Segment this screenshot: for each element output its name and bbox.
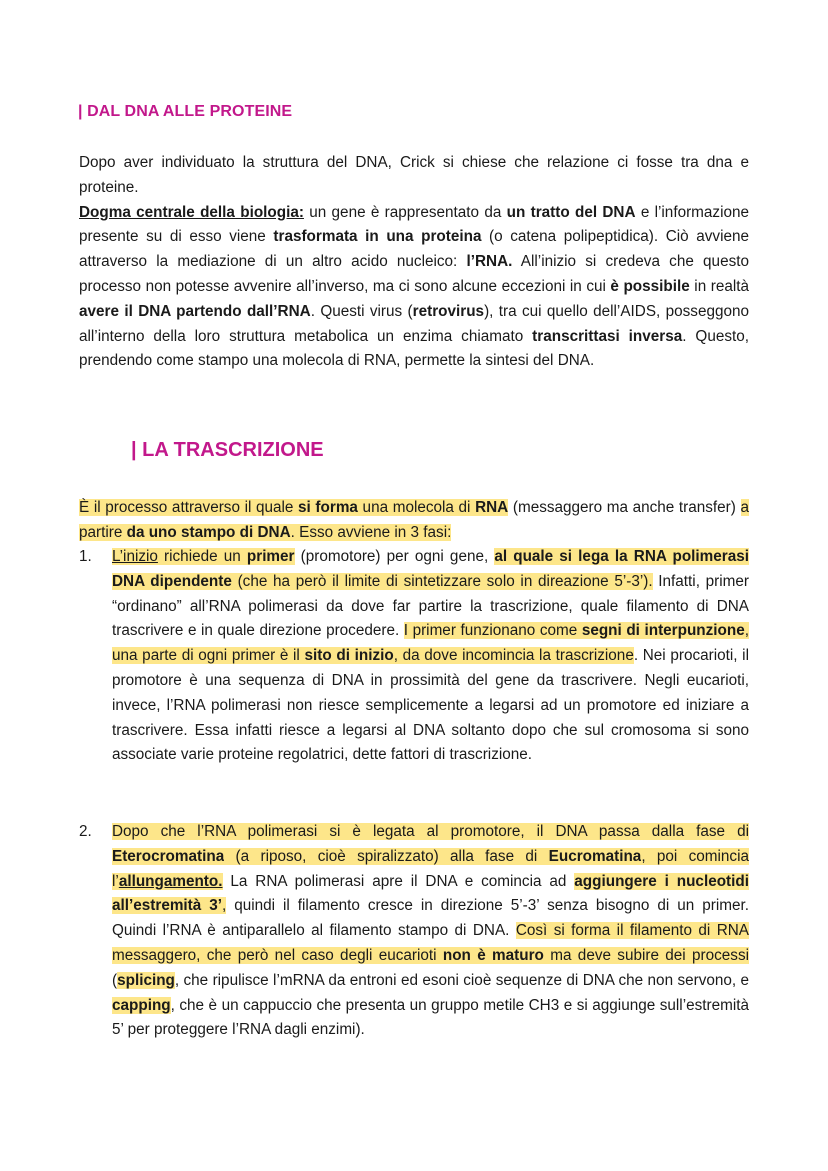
bold-text: un tratto del DNA [506, 203, 636, 221]
highlight-bold: RNA [475, 499, 509, 516]
highlight-text: una molecola di [357, 499, 476, 516]
text: ( [112, 971, 118, 989]
bold-text: avere il DNA partendo dall’RNA [79, 302, 311, 320]
section-heading-trascrizione: | LA TRASCRIZIONE [131, 439, 324, 461]
intro-sentence: Dopo aver individuato la struttura del DNA, Crick si chiese che relazione ci fosse tra dna e proteine. [79, 154, 749, 196]
highlight-text: (a riposo, cioè spiralizzato) alla fase di [224, 847, 549, 865]
text: ), tra cui quello dell’AIDS, posseggono all’interno della loro struttura metabolica un enzima chiamato [79, 302, 749, 345]
text: La RNA polimerasi apre il DNA e comincia ad [222, 872, 575, 890]
text: (messaggero ma anche transfer) [508, 499, 741, 516]
highlight-text: (che ha però il limite di sintetizzare solo in direazione 5’-3’). [231, 572, 653, 590]
text: (promotore) per ogni gene, [294, 548, 495, 565]
text: , che ripulisce l’mRNA da entroni ed esoni cioè sequenze di DNA che non servono, e [174, 971, 749, 989]
highlight-bold: si forma [298, 499, 358, 516]
highlight-bold: primer [246, 548, 295, 565]
text: e l’informazione presente su di esso viene [79, 203, 749, 246]
highlight-text: , [222, 897, 227, 915]
bold-text: retrovirus [412, 302, 485, 320]
highlight-text: Così si forma il filamento di RNA messaggero, che però nel caso degli eucarioti [112, 922, 750, 964]
text: quindi il filamento cresce in direzione 5’-3’ senza bisogno di un primer. Quindi l’RNA è antiparallelo al filamento stampo di DNA. [112, 897, 750, 940]
bold-text: è possibile [610, 277, 690, 295]
highlight-bold: Eterocromatina [112, 847, 225, 865]
highlight-text: È il processo attraverso il quale [79, 499, 299, 516]
bold-text: l’RNA. [466, 253, 513, 271]
text: All’inizio si credeva che questo processo non potesse avvenire all’inverso, ma ci sono alcune eccezioni in cui [79, 253, 749, 295]
list-item-1 [79, 545, 749, 768]
highlight-bold: aggiungere i nucleotidi all’estremità 3’ [112, 872, 749, 915]
bold-text: transcrittasi inversa [532, 327, 683, 345]
dogma-term: Dogma centrale della biologia: [79, 203, 304, 221]
highlight-text: L’inizio [112, 548, 158, 565]
highlight-text: ma deve subire dei processi [543, 946, 749, 964]
highlight-bold: capping [112, 996, 171, 1014]
highlight-bold: Eucromatina [548, 847, 642, 865]
highlight-bold: segni di interpunzione [581, 622, 745, 640]
highlight-bold: splicing [117, 971, 175, 989]
highlight-text: I primer funzionano come [403, 622, 582, 640]
list-item-2 [79, 820, 749, 1043]
highlight-text: , da dove incomincia la trascrizione [393, 647, 634, 665]
highlight-bold: allungamento. [118, 872, 223, 890]
intro-paragraph [79, 151, 749, 374]
section-heading-dna-proteine: | DAL DNA ALLE PROTEINE [78, 103, 293, 120]
highlight-text: , una parte di ogni primer è il [112, 622, 749, 665]
highlight-text: . Esso avviene in 3 fasi: [290, 523, 452, 541]
text: un gene è rappresentato da [303, 203, 507, 221]
list-number: 1. [79, 548, 92, 565]
text: , che è un cappuccio che presenta un gruppo metile CH3 e si aggiunge sull’estremità 5’ per proteggere l’RNA dagli enzimi). [112, 996, 749, 1039]
highlight-bold: non è maturo [442, 946, 544, 964]
trascrizione-intro [79, 496, 749, 546]
bold-text: trasformata in una proteina [273, 228, 482, 246]
highlight-text: a partire [79, 499, 750, 541]
text: in realtà [689, 277, 750, 295]
text: . Nei procarioti, il promotore è una sequenza di DNA in prossimità del gene da trascrivere. Negli eucarioti, invece, l’RNA polimerasi non riesce semplicemente a legarsi ad un promotore ed iniziare a trascrivere. Essa infatti riesce a legarsi al DNA soltanto dopo che sul cromosoma si sono associate varie proteine regolatrici, dette fattori di trascrizione. [112, 647, 749, 764]
highlight-text: Dopo che l’RNA polimerasi si è legata al promotore, il DNA passa dalla fase di [112, 823, 749, 840]
highlight-text: , poi comincia l’ [112, 847, 749, 890]
highlight-bold: da uno stampo di DNA [126, 523, 291, 541]
text: Infatti, primer “ordinano” all’RNA polimerasi da dove far partire la trascrizione, quale filamento di DNA trascrivere e in quale direzione procedere. [112, 572, 749, 640]
highlight-text: richiede un [157, 548, 247, 565]
highlight-bold: al quale si lega la RNA polimerasi DNA dipendente [112, 548, 750, 590]
list-number: 2. [79, 823, 92, 840]
text: (o catena polipeptidica). Ciò avviene attraverso la mediazione di un altro acido nucleico: [79, 228, 749, 271]
text: . Questi virus ( [310, 302, 413, 320]
text: . Questo, prendendo come stampo una molecola di RNA, permette la sintesi del DNA. [79, 327, 749, 370]
highlight-bold: sito di inizio [304, 647, 394, 665]
